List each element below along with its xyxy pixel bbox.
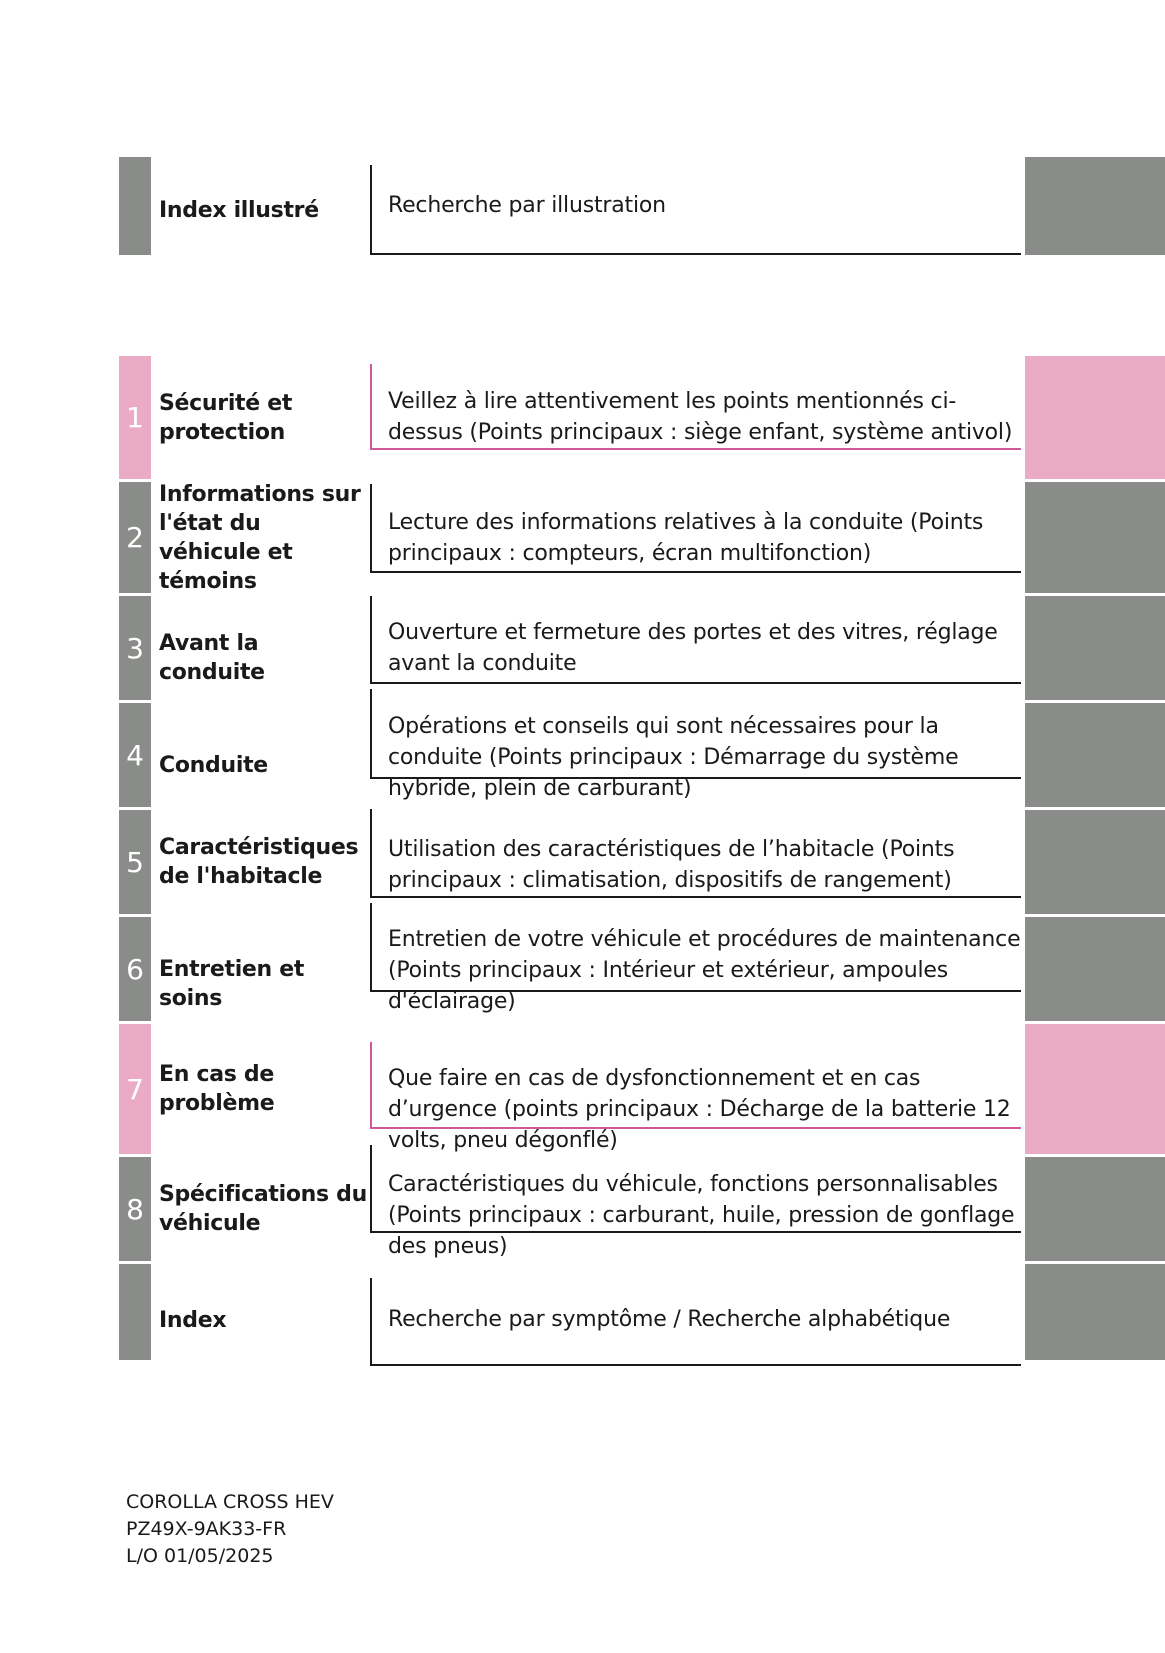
section-title: Spécifications du véhicule — [159, 1182, 367, 1236]
section-4[interactable] — [0, 703, 1165, 807]
section-tab — [1025, 1024, 1165, 1154]
section-description: Utilisation des caractéristiques de l’habitacle (Points principaux : climatisation, dispositifs de rangement) — [388, 837, 955, 893]
section-tab — [1025, 1157, 1165, 1261]
section-title: En cas de problème — [159, 1062, 275, 1116]
section-7[interactable] — [0, 1024, 1165, 1154]
footer-model: COROLLA CROSS HEV — [126, 1491, 334, 1513]
section-tab — [1025, 482, 1165, 593]
section-title: Entretien et soins — [159, 957, 305, 1011]
section-8[interactable] — [0, 1157, 1165, 1261]
section-title: Informations sur l'état du véhicule et témoins — [159, 481, 361, 594]
section-number: 8 — [119, 1157, 151, 1261]
section-description: Entretien de votre véhicule et procédures de maintenance (Points principaux : Intérieur et extérieur, ampoules d'éclairage) — [388, 927, 1021, 1014]
index-color-bar — [119, 1264, 151, 1360]
header-color-bar — [119, 157, 151, 255]
section-title: Caractéristiques de l'habitacle — [159, 835, 359, 889]
section-description: Ouverture et fermeture des portes et des vitres, réglage avant la conduite — [388, 620, 998, 676]
header-title: Index illustré — [159, 197, 319, 223]
header-description: Recherche par illustration — [388, 193, 666, 218]
section-description: Que faire en cas de dysfonctionnement et en cas d’urgence (points principaux : Décharge de la batterie 12 volts, pneu dégonflé) — [388, 1066, 1011, 1153]
section-description: Opérations et conseils qui sont nécessaires pour la conduite (Points principaux : Démarrage du système hybride, plein de carburant) — [388, 714, 959, 801]
section-number: 4 — [119, 703, 151, 807]
index-description: Recherche par symptôme / Recherche alphabétique — [388, 1307, 951, 1332]
index-title: Index — [159, 1307, 227, 1333]
section-number: 1 — [119, 356, 151, 479]
footer-code: PZ49X-9AK33-FR — [126, 1518, 287, 1540]
section-tab — [1025, 917, 1165, 1021]
index-tab — [1025, 1264, 1165, 1360]
section-tab — [1025, 810, 1165, 914]
section-5[interactable] — [0, 810, 1165, 914]
footer-date: L/O 01/05/2025 — [126, 1545, 274, 1567]
section-number: 2 — [119, 482, 151, 593]
section-title: Avant la conduite — [159, 631, 265, 685]
section-number: 3 — [119, 596, 151, 700]
section-tab — [1025, 703, 1165, 807]
section-2[interactable] — [0, 482, 1165, 593]
section-3[interactable] — [0, 596, 1165, 700]
section-description: Caractéristiques du véhicule, fonctions personnalisables (Points principaux : carburant, huile, pression de gonflage des pneus) — [388, 1172, 1015, 1259]
footer — [126, 1489, 334, 1570]
section-1[interactable] — [0, 356, 1165, 479]
header-tab — [1025, 157, 1165, 255]
section-title: Conduite — [159, 752, 268, 778]
index-row[interactable] — [0, 1264, 1165, 1360]
section-6[interactable] — [0, 917, 1165, 1021]
section-tab — [1025, 596, 1165, 700]
header-row[interactable] — [0, 157, 1165, 255]
section-title: Sécurité et protection — [159, 390, 293, 445]
section-number: 5 — [119, 810, 151, 914]
section-tab — [1025, 356, 1165, 479]
section-number: 7 — [119, 1024, 151, 1154]
section-description: Lecture des informations relatives à la conduite (Points principaux : compteurs, écran multifonction) — [388, 510, 984, 566]
section-description: Veillez à lire attentivement les points mentionnés ci-dessus (Points principaux : siège enfant, système antivol) — [388, 389, 1013, 445]
section-number: 6 — [119, 917, 151, 1021]
